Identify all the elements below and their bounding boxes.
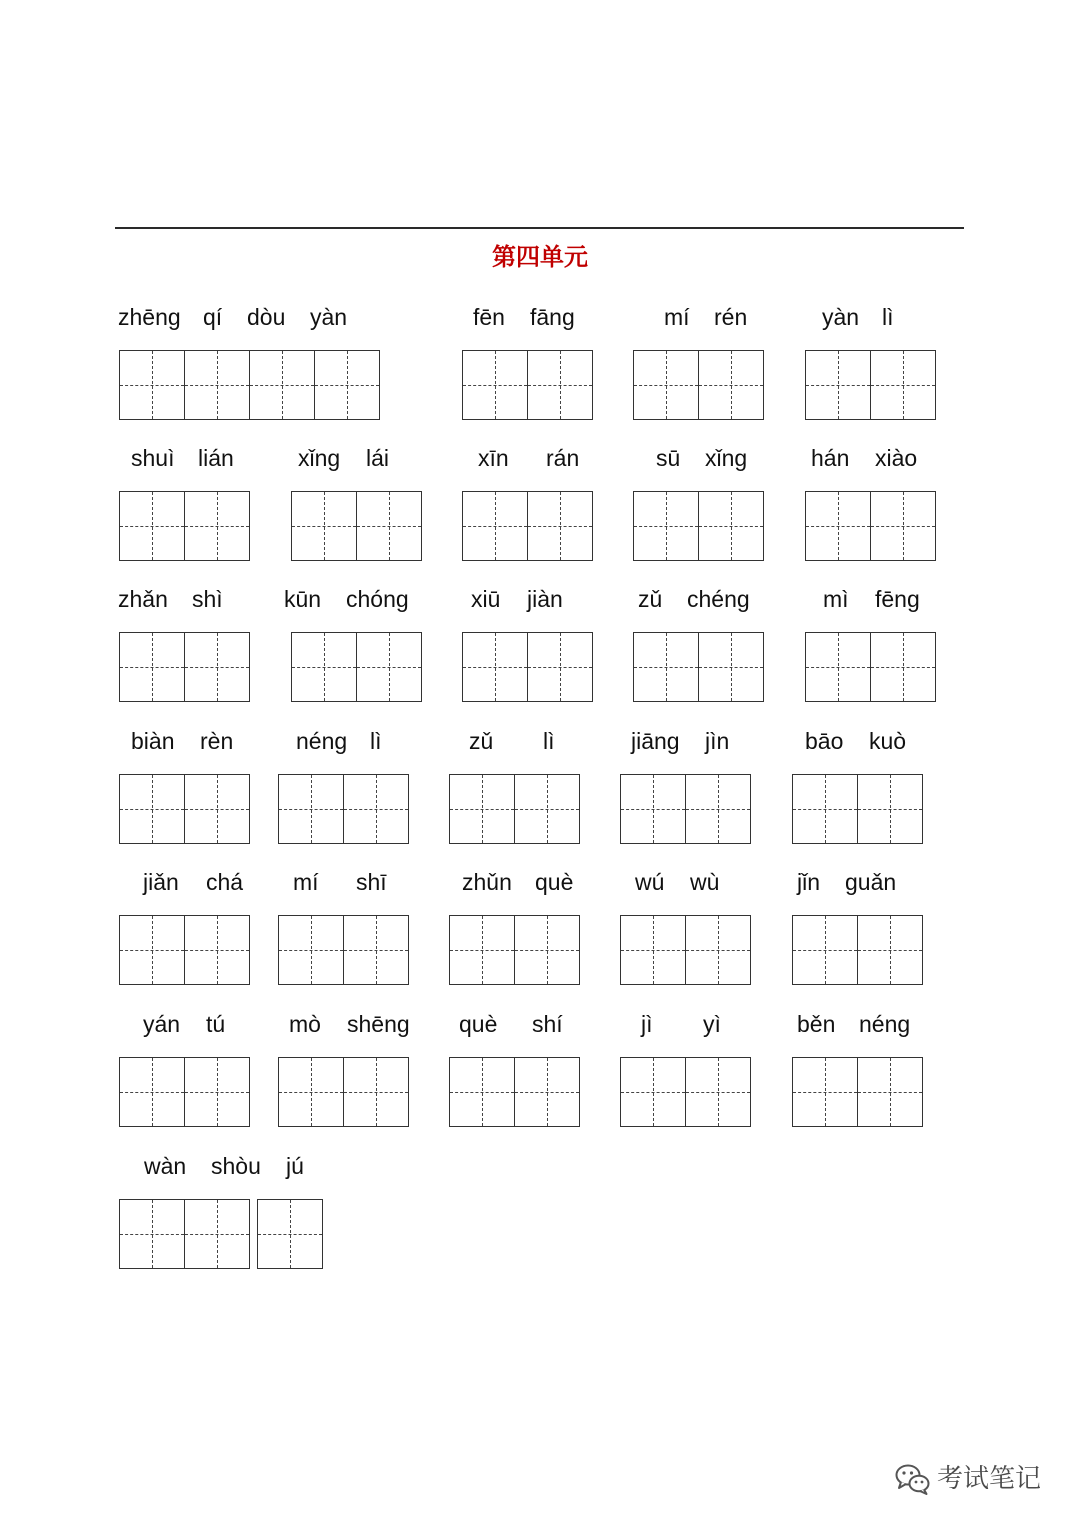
writing-grid [291, 632, 422, 702]
pinyin: yàn [822, 304, 860, 330]
pinyin: lì [370, 728, 382, 754]
writing-grid [449, 1057, 580, 1127]
writing-grid [119, 350, 380, 420]
pinyin: shēng [347, 1011, 410, 1037]
pinyin: wú [635, 869, 665, 895]
page-title: 第四单元 [492, 243, 588, 271]
writing-grid [119, 1057, 250, 1127]
pinyin: dòu [247, 304, 286, 330]
writing-grid [462, 491, 593, 561]
writing-cell [249, 351, 314, 419]
pinyin: yì [703, 1011, 721, 1037]
writing-cell [314, 351, 379, 419]
pinyin: què [535, 869, 574, 895]
writing-cell [634, 351, 698, 419]
writing-cell [685, 1058, 750, 1126]
writing-grid [792, 774, 923, 844]
pinyin: zhēng [118, 304, 181, 330]
writing-grid [278, 1057, 409, 1127]
writing-grid [633, 632, 764, 702]
writing-grid [620, 774, 751, 844]
pinyin: jǐn [797, 869, 821, 895]
writing-cell [184, 492, 249, 560]
writing-cell [292, 633, 356, 701]
writing-grid [449, 915, 580, 985]
writing-cell [356, 492, 421, 560]
pinyin: xīn [478, 445, 509, 471]
writing-grid [620, 1057, 751, 1127]
pinyin: shì [192, 586, 223, 612]
writing-cell [258, 1200, 322, 1268]
writing-cell [184, 775, 249, 843]
writing-cell [685, 916, 750, 984]
writing-cell [634, 633, 698, 701]
writing-cell [621, 775, 685, 843]
pinyin: biàn [131, 728, 175, 754]
writing-cell [343, 775, 408, 843]
pinyin: lì [882, 304, 894, 330]
pinyin: yán [143, 1011, 181, 1037]
writing-cell [806, 492, 870, 560]
writing-cell [279, 1058, 343, 1126]
pinyin: néng [296, 728, 348, 754]
pinyin: xiào [875, 445, 918, 471]
header-rule [115, 227, 964, 229]
pinyin: hán [811, 445, 850, 471]
writing-cell [793, 1058, 857, 1126]
writing-cell [184, 1200, 249, 1268]
word-row [0, 1009, 1080, 1134]
writing-cell [120, 1200, 184, 1268]
writing-grid [119, 632, 250, 702]
writing-grid [119, 774, 250, 844]
pinyin: rèn [200, 728, 234, 754]
writing-grid [462, 350, 593, 420]
writing-cell [120, 916, 184, 984]
pinyin: què [459, 1011, 498, 1037]
word-row [0, 867, 1080, 992]
pinyin: jiāng [631, 728, 680, 754]
pinyin: rán [546, 445, 580, 471]
pinyin: yàn [310, 304, 348, 330]
pinyin: jìn [705, 728, 730, 754]
pinyin: xǐng [705, 445, 748, 471]
writing-cell [527, 633, 592, 701]
writing-grid [805, 491, 936, 561]
pinyin: chóng [346, 586, 409, 612]
writing-cell [806, 633, 870, 701]
pinyin: shí [532, 1011, 563, 1037]
pinyin: shòu [211, 1153, 261, 1179]
writing-grid [257, 1199, 323, 1269]
pinyin: jiǎn [143, 869, 179, 895]
pinyin: shuì [131, 445, 175, 471]
pinyin: kūn [284, 586, 322, 612]
writing-cell [343, 916, 408, 984]
writing-cell [514, 916, 579, 984]
word-row [0, 302, 1080, 427]
writing-cell [698, 351, 763, 419]
pinyin: fēng [875, 586, 920, 612]
pinyin: chéng [687, 586, 750, 612]
pinyin: jú [286, 1153, 304, 1179]
word-row [0, 443, 1080, 568]
writing-cell [857, 775, 922, 843]
pinyin: wù [690, 869, 720, 895]
writing-grid [805, 350, 936, 420]
pinyin: lì [543, 728, 555, 754]
writing-grid [633, 491, 764, 561]
writing-cell [120, 492, 184, 560]
writing-grid [792, 915, 923, 985]
writing-cell [463, 351, 527, 419]
watermark [895, 1460, 1041, 1498]
pinyin: guǎn [845, 869, 897, 895]
writing-grid [462, 632, 593, 702]
writing-cell [857, 1058, 922, 1126]
writing-grid [805, 632, 936, 702]
word-group [119, 1151, 329, 1276]
writing-cell [621, 1058, 685, 1126]
writing-grid [633, 350, 764, 420]
writing-cell [527, 351, 592, 419]
writing-cell [450, 916, 514, 984]
pinyin: lái [366, 445, 390, 471]
writing-cell [514, 775, 579, 843]
writing-cell [279, 775, 343, 843]
pinyin: lián [198, 445, 234, 471]
wechat-icon [895, 1462, 931, 1496]
pinyin: zǔ [469, 728, 494, 754]
writing-cell [184, 351, 249, 419]
writing-grid [792, 1057, 923, 1127]
writing-grid [119, 1199, 250, 1269]
writing-cell [793, 916, 857, 984]
writing-cell [184, 916, 249, 984]
word-row [0, 584, 1080, 709]
writing-cell [463, 633, 527, 701]
pinyin: mì [823, 586, 849, 612]
pinyin: tú [206, 1011, 226, 1037]
pinyin: kuò [869, 728, 907, 754]
pinyin: wàn [144, 1153, 187, 1179]
writing-cell [120, 633, 184, 701]
pinyin: zhǔn [462, 869, 512, 895]
pinyin: xiū [471, 586, 501, 612]
writing-grid [119, 491, 250, 561]
writing-cell [356, 633, 421, 701]
writing-cell [857, 916, 922, 984]
writing-grid [449, 774, 580, 844]
pinyin: mí [293, 869, 319, 895]
writing-grid [278, 915, 409, 985]
pinyin: zhǎn [118, 586, 168, 612]
writing-cell [621, 916, 685, 984]
writing-cell [698, 633, 763, 701]
pinyin: shī [356, 869, 387, 895]
writing-cell [120, 1058, 184, 1126]
pinyin: qí [203, 304, 223, 330]
pinyin: fēn [473, 304, 505, 330]
writing-cell [279, 916, 343, 984]
writing-cell [870, 492, 935, 560]
writing-cell [806, 351, 870, 419]
writing-grid [291, 491, 422, 561]
writing-cell [292, 492, 356, 560]
pinyin: bāo [805, 728, 844, 754]
pinyin: rén [714, 304, 748, 330]
writing-cell [793, 775, 857, 843]
writing-cell [698, 492, 763, 560]
pinyin: zǔ [638, 586, 663, 612]
pinyin: xǐng [298, 445, 341, 471]
writing-cell [184, 1058, 249, 1126]
writing-cell [514, 1058, 579, 1126]
writing-cell [343, 1058, 408, 1126]
writing-cell [120, 775, 184, 843]
writing-grid [620, 915, 751, 985]
writing-grid [278, 774, 409, 844]
pinyin: běn [797, 1011, 836, 1037]
pinyin: sū [656, 445, 681, 471]
word-row [0, 726, 1080, 851]
pinyin: mí [664, 304, 690, 330]
writing-cell [634, 492, 698, 560]
writing-cell [685, 775, 750, 843]
pinyin: fāng [530, 304, 575, 330]
pinyin: néng [859, 1011, 911, 1037]
pinyin: chá [206, 869, 244, 895]
writing-cell [450, 1058, 514, 1126]
watermark-label: 考试笔记 [937, 1464, 1042, 1494]
writing-cell [184, 633, 249, 701]
writing-cell [527, 492, 592, 560]
writing-cell [870, 351, 935, 419]
writing-grid [119, 915, 250, 985]
writing-cell [870, 633, 935, 701]
pinyin: jì [641, 1011, 653, 1037]
pinyin: mò [289, 1011, 321, 1037]
writing-cell [120, 351, 184, 419]
pinyin: jiàn [527, 586, 563, 612]
writing-cell [463, 492, 527, 560]
writing-cell [450, 775, 514, 843]
word-row [0, 1151, 1080, 1276]
